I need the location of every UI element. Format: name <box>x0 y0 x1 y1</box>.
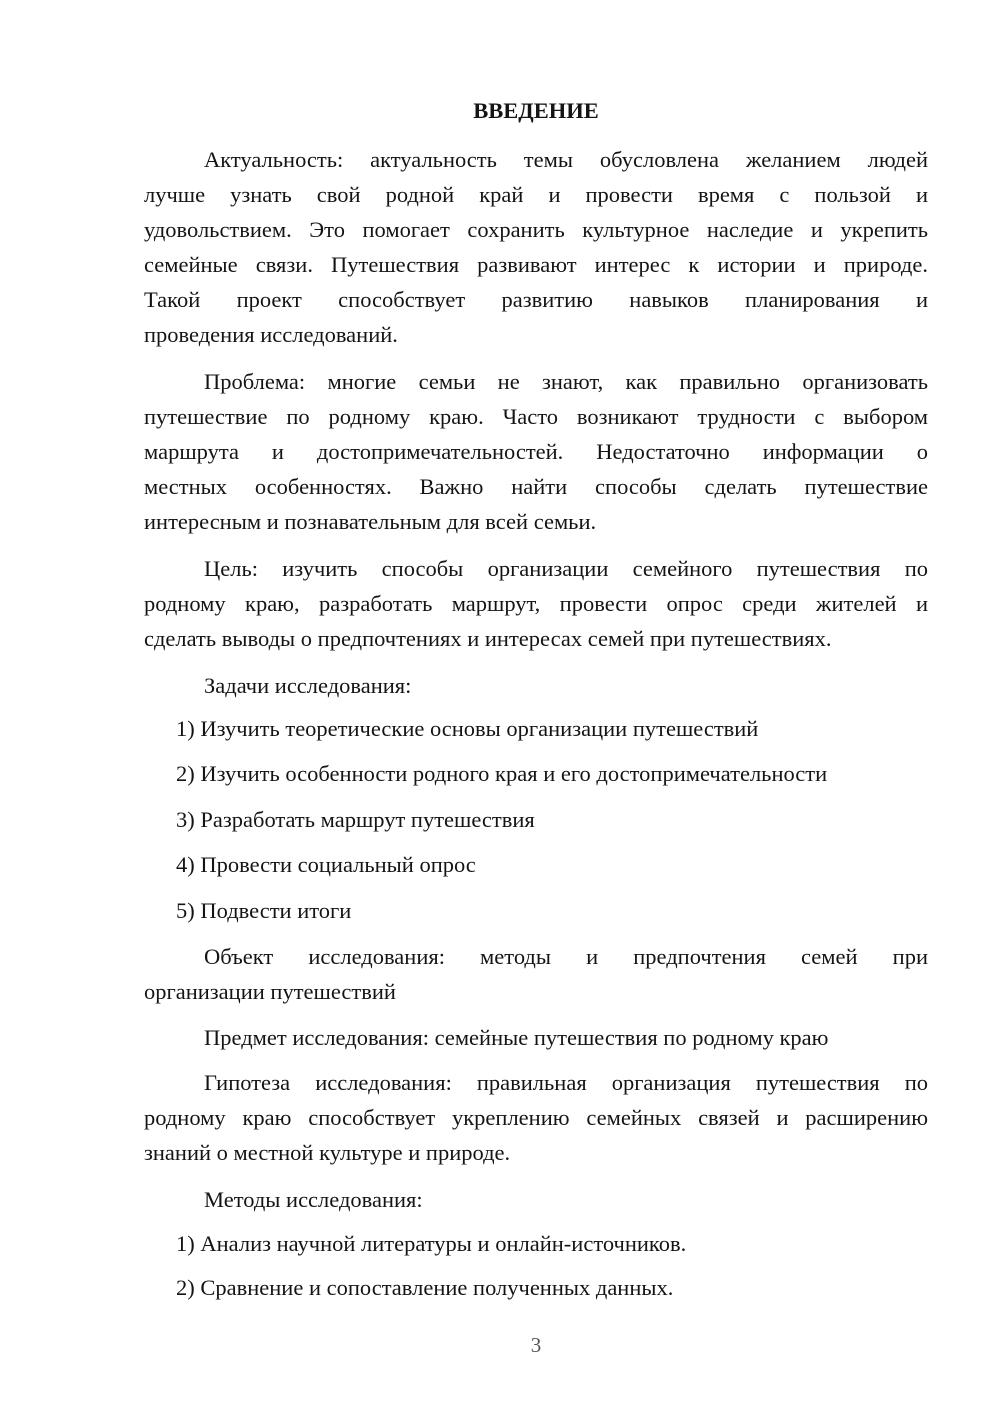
text-line: интересным и познавательным для всей семьи. <box>144 509 597 534</box>
text-line: Проблема: многие семьи не знают, как правильно организовать <box>204 369 928 394</box>
tasks-heading-text: Задачи исследования: <box>204 673 412 698</box>
text-line: Такой проект способствует развитию навыков планирования и <box>144 287 928 312</box>
text-line: родному краю способствует укреплению семейных связей и расширению <box>144 1105 928 1130</box>
methods-heading-text: Методы исследования: <box>204 1187 423 1212</box>
text-line: проведения исследований. <box>144 322 398 347</box>
list-item: 1) Изучить теоретические основы организации путешествий <box>176 716 759 741</box>
list-item: 5) Подвести итоги <box>176 898 352 923</box>
text-line: сделать выводы о предпочтениях и интересах семей при путешествиях. <box>144 626 832 651</box>
text-line: путешествие по родному краю. Часто возникают трудности с выбором <box>144 404 928 429</box>
subject-paragraph <box>144 1020 928 1055</box>
text-line: родному краю, разработать маршрут, провести опрос среди жителей и <box>144 591 928 616</box>
page-title: ВВЕДЕНИЕ <box>473 98 599 123</box>
hypothesis-paragraph <box>144 1065 928 1170</box>
text-line: местных особенностях. Важно найти способы сделать путешествие <box>144 474 928 499</box>
list-item: 2) Сравнение и сопоставление полученных данных. <box>176 1275 674 1300</box>
list-item: 4) Провести социальный опрос <box>176 852 476 877</box>
methods-heading <box>144 1182 928 1217</box>
text-line: знаний о местной культуре и природе. <box>144 1140 511 1165</box>
list-item: 2) Изучить особенности родного края и его достопримечательности <box>176 761 828 786</box>
text-line: Объект исследования: методы и предпочтения семей при <box>204 944 928 969</box>
text-line: лучше узнать свой родной край и провести время с пользой и <box>144 182 928 207</box>
relevance-paragraph <box>144 142 928 352</box>
text-line: удовольствием. Это помогает сохранить культурное наследие и укрепить <box>144 217 928 242</box>
text-line: Цель: изучить способы организации семейного путешествия по <box>204 556 928 581</box>
goal-paragraph <box>144 551 928 656</box>
list-item: 3) Разработать маршрут путешествия <box>176 807 535 832</box>
text-line: семейные связи. Путешествия развивают интерес к истории и природе. <box>144 252 928 277</box>
object-paragraph <box>144 939 928 1009</box>
tasks-heading <box>144 668 928 703</box>
problem-paragraph <box>144 364 928 539</box>
subject-text: Предмет исследования: семейные путешествия по родному краю <box>204 1025 829 1050</box>
text-line: маршрута и достопримечательностей. Недостаточно информации о <box>144 439 928 464</box>
text-line: Гипотеза исследования: правильная организация путешествия по <box>204 1070 928 1095</box>
text-line: организации путешествий <box>144 979 396 1004</box>
list-item: 1) Анализ научной литературы и онлайн-источников. <box>176 1231 687 1256</box>
text-line: Актуальность: актуальность темы обусловлена желанием людей <box>204 147 928 172</box>
page-number: 3 <box>530 1333 542 1357</box>
